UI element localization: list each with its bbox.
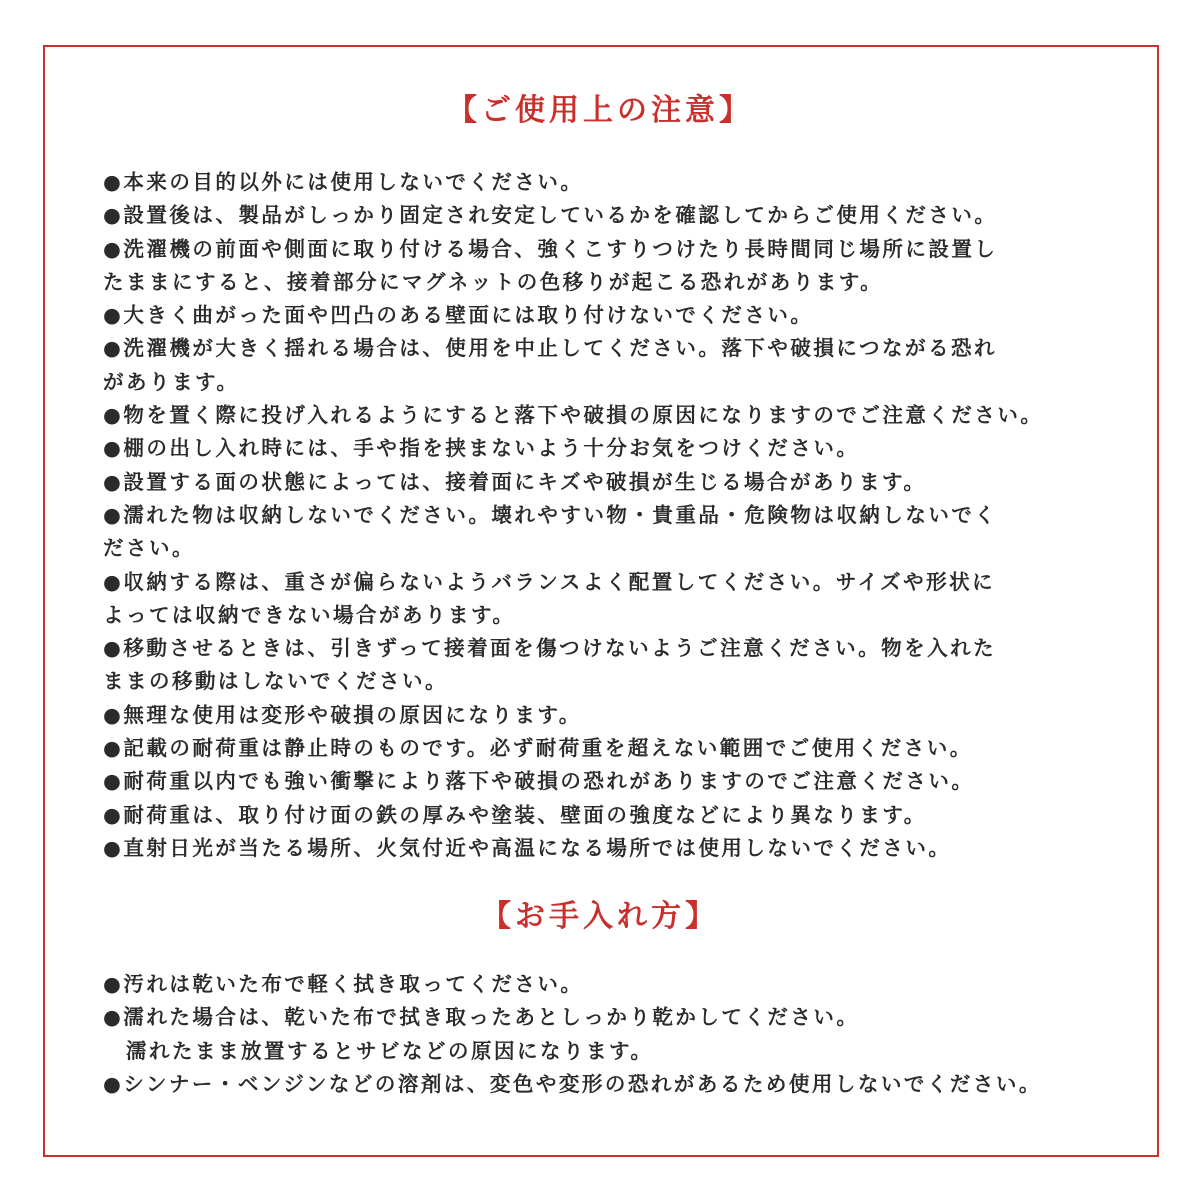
list-item <box>103 332 1133 399</box>
list-item-line: ●洗濯機の前面や側面に取り付ける場合、強くこすりつけたり長時間同じ場所に設置し <box>103 236 998 261</box>
list-item <box>103 399 1133 432</box>
list-item-line: ●移動させるときは、引きずって接着面を傷つけないようご注意ください。物を入れた <box>103 636 997 661</box>
care-instructions-heading: 【お手入れ方】 <box>481 899 719 934</box>
list-item-line: 濡れたまま放置するとサビなどの原因になります。 <box>103 1038 654 1063</box>
list-item-line: ●シンナー・ベンジンなどの溶剤は、変色や変形の恐れがあるため使用しないでください。 <box>103 1071 1042 1096</box>
list-item <box>103 233 1133 300</box>
list-item-line: ●設置する面の状態によっては、接着面にキズや破損が生じる場合があります。 <box>103 469 927 494</box>
list-item-line: ●濡れた物は収納しないでください。壊れやすい物・貴重品・危険物は収納しないでく <box>103 502 998 527</box>
list-item-line: よっては収納できない場合があります。 <box>103 602 516 627</box>
list-item <box>103 432 1133 465</box>
list-item-line: ●無理な使用は変形や破損の原因になります。 <box>103 702 582 727</box>
list-item-line: ●耐荷重は、取り付け面の鉄の厚みや塗装、壁面の強度などにより異なります。 <box>103 802 927 827</box>
usage-cautions-heading: 【ご使用上の注意】 <box>447 93 753 128</box>
list-item <box>103 968 1133 1001</box>
list-item <box>103 466 1133 499</box>
list-item-line: ださい。 <box>103 536 195 561</box>
list-item <box>103 499 1133 566</box>
list-item-line: ●濡れた場合は、乾いた布で拭き取ったあとしっかり乾かしてください。 <box>103 1005 860 1030</box>
list-item <box>103 632 1133 699</box>
list-item <box>103 566 1133 633</box>
usage-cautions-list <box>103 166 1133 865</box>
list-item-line: ●棚の出し入れ時には、手や指を挟まないよう十分お気をつけください。 <box>103 436 860 461</box>
list-item <box>103 699 1133 732</box>
list-item <box>103 765 1133 798</box>
list-item <box>103 299 1133 332</box>
list-item <box>103 799 1133 832</box>
list-item-line: ●記載の耐荷重は静止時のものです。必ず耐荷重を超えない範囲でご使用ください。 <box>103 736 973 761</box>
list-item <box>103 732 1133 765</box>
list-item-line: ●収納する際は、重さが偏らないようバランスよく配置してください。サイズや形状に <box>103 569 996 594</box>
care-instructions-list <box>103 968 1133 1101</box>
list-item-line: ●直射日光が当たる場所、火気付近や高温になる場所では使用しないでください。 <box>103 835 952 860</box>
list-item-line: ●洗濯機が大きく揺れる場合は、使用を中止してください。落下や破損につながる恐れ <box>103 336 997 361</box>
list-item-line: ●大きく曲がった面や凹凸のある壁面には取り付けないでください。 <box>103 303 814 328</box>
list-item <box>103 166 1133 199</box>
list-item-line: ●本来の目的以外には使用しないでください。 <box>103 170 584 194</box>
list-item-line: ●耐荷重以内でも強い衝撃により落下や破損の恐れがありますのでご注意ください。 <box>103 769 975 794</box>
list-item-line: ●汚れは乾いた布で軽く拭き取ってください。 <box>103 972 584 996</box>
list-item <box>103 1001 1133 1068</box>
list-item-line: ●設置後は、製品がしっかり固定され安定しているかを確認してからご使用ください。 <box>103 203 998 228</box>
list-item-line: たままにすると、接着部分にマグネットの色移りが起こる恐れがあります。 <box>103 269 884 294</box>
list-item-line: ままの移動はしないでください。 <box>103 669 448 694</box>
list-item <box>103 199 1133 232</box>
list-item <box>103 1068 1133 1101</box>
list-item <box>103 832 1133 865</box>
list-item-line: ●物を置く際に投げ入れるようにすると落下や破損の原因になりますのでご注意ください。 <box>103 403 1044 428</box>
list-item-line: があります。 <box>103 369 240 394</box>
